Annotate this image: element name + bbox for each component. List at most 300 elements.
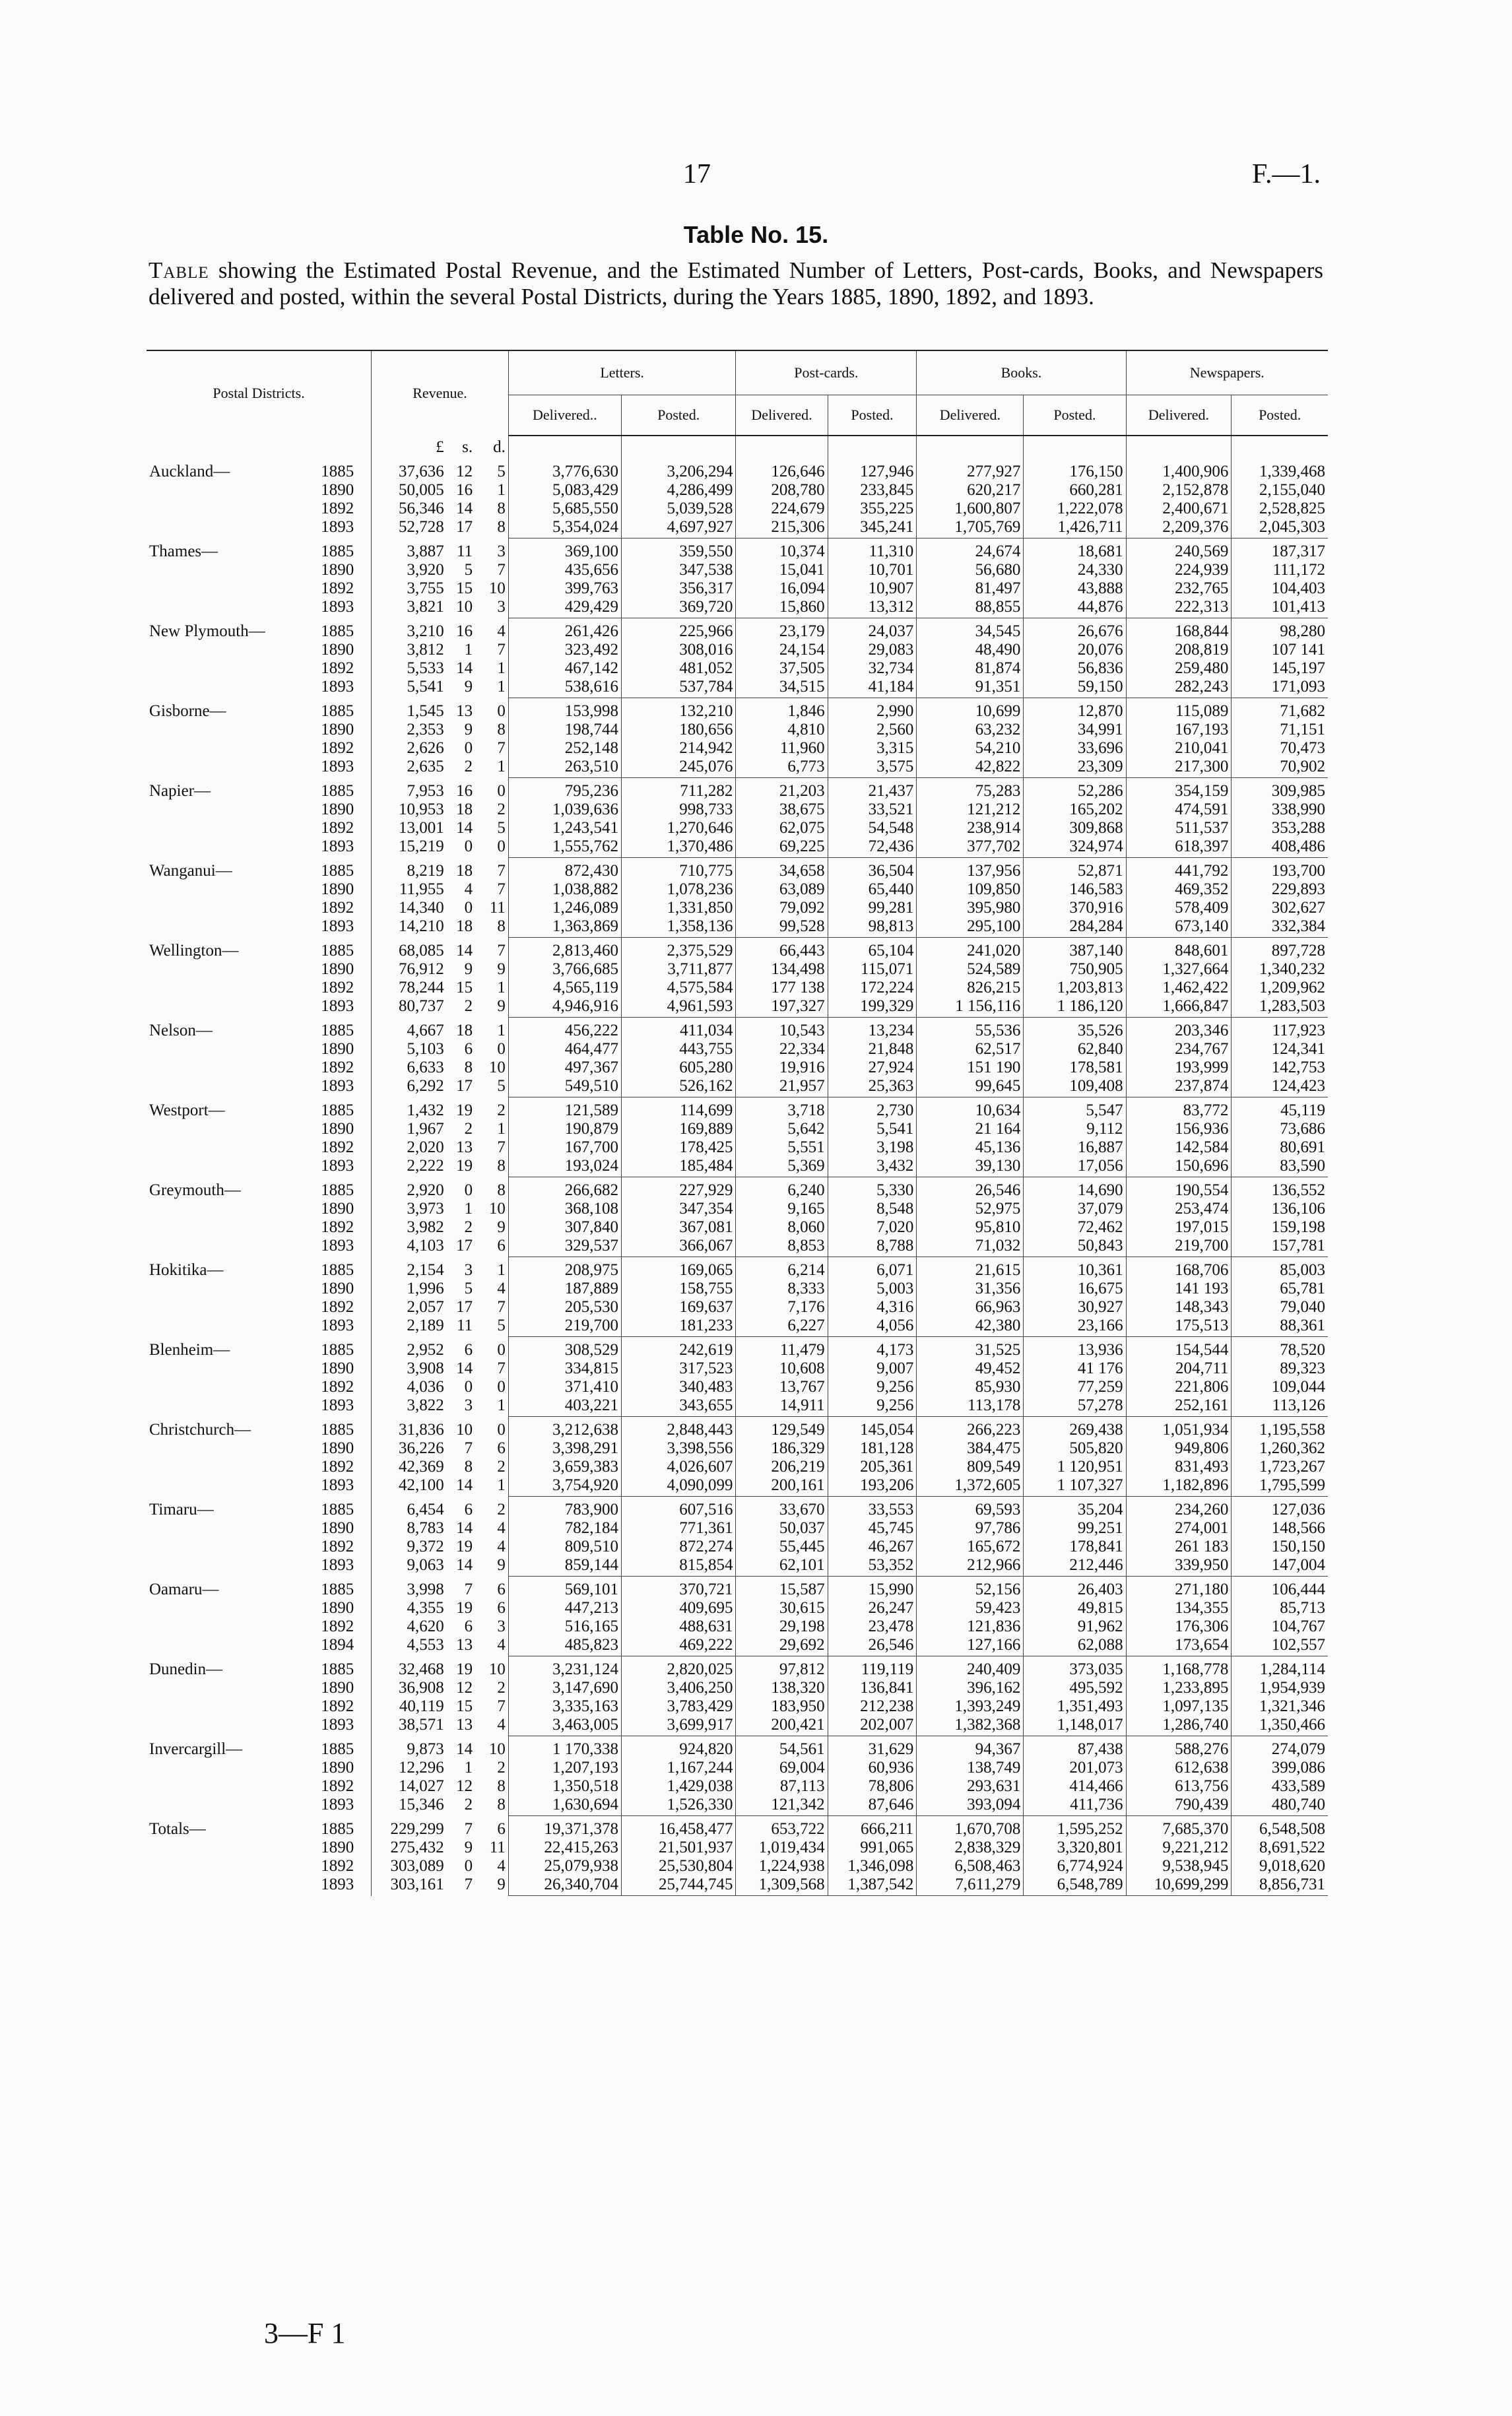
revenue-shillings: 4 (464, 880, 473, 898)
postcards-posted: 98,813 (828, 917, 917, 938)
revenue-shillings: 0 (464, 1857, 473, 1875)
district-name: Greymouth— (149, 1181, 241, 1199)
postcards-posted: 87,646 (828, 1796, 917, 1816)
newspapers-delivered: 208,819 (1126, 641, 1232, 659)
revenue-pounds: 2,020 (372, 1138, 447, 1157)
year: 1890 (321, 1439, 354, 1457)
postcards-posted: 31,629 (828, 1736, 917, 1759)
revenue-pence: 4 (497, 622, 506, 640)
letters-posted: 815,854 (621, 1556, 735, 1577)
table-row (147, 1839, 1328, 1857)
letters-delivered: 153,998 (508, 698, 621, 721)
table-row (147, 1257, 1328, 1280)
year: 1890 (321, 721, 354, 738)
revenue-pence: 5 (497, 1077, 506, 1095)
district-name (147, 960, 318, 979)
books-delivered: 52,975 (917, 1200, 1024, 1218)
revenue-pence: 1 (497, 979, 506, 996)
newspapers-posted: 9,018,620 (1232, 1857, 1328, 1876)
unit-pence: d. (493, 438, 506, 456)
books-delivered: 151 190 (917, 1059, 1024, 1077)
district-name (147, 819, 318, 837)
year: 1893 (321, 1157, 354, 1175)
postcards-posted: 355,225 (828, 500, 917, 518)
newspapers-delivered: 190,554 (1126, 1177, 1232, 1200)
postcards-delivered: 38,675 (736, 800, 828, 819)
letters-delivered: 329,537 (508, 1237, 621, 1257)
revenue-pounds: 7,953 (372, 778, 447, 801)
revenue-pounds: 2,057 (372, 1298, 447, 1317)
newspapers-delivered: 10,699,299 (1126, 1876, 1232, 1896)
year: 1892 (321, 1458, 354, 1476)
newspapers-posted: 150,150 (1232, 1538, 1328, 1556)
letters-posted: 3,398,556 (621, 1439, 735, 1458)
books-delivered: 56,680 (917, 561, 1024, 579)
postcards-posted: 7,020 (828, 1218, 917, 1237)
newspapers-posted: 2,155,040 (1232, 481, 1328, 500)
revenue-shillings: 9 (464, 960, 473, 978)
district-name (147, 979, 318, 997)
books-posted: 44,876 (1024, 598, 1126, 618)
books-posted: 52,286 (1024, 778, 1126, 801)
year: 1893 (321, 1237, 354, 1255)
newspapers-posted: 45,119 (1232, 1097, 1328, 1121)
letters-delivered: 26,340,704 (508, 1876, 621, 1896)
table-row (147, 1439, 1328, 1458)
books-posted: 35,526 (1024, 1018, 1126, 1041)
newspapers-delivered: 2,152,878 (1126, 481, 1232, 500)
district-name (147, 481, 318, 500)
newspapers-posted: 109,044 (1232, 1378, 1328, 1396)
books-delivered: 121,836 (917, 1617, 1024, 1636)
newspapers-posted: 107 141 (1232, 641, 1328, 659)
revenue-pence: 0 (497, 781, 506, 800)
books-posted: 24,330 (1024, 561, 1126, 579)
newspapers-posted: 8,856,731 (1232, 1876, 1328, 1896)
books-delivered: 85,930 (917, 1378, 1024, 1396)
newspapers-posted: 1,195,558 (1232, 1417, 1328, 1440)
books-posted: 12,870 (1024, 698, 1126, 721)
revenue-pounds: 14,340 (372, 899, 447, 917)
books-delivered: 62,517 (917, 1040, 1024, 1059)
postcards-delivered: 4,810 (736, 721, 828, 739)
district-name (147, 1777, 318, 1796)
newspapers-posted: 71,151 (1232, 721, 1328, 739)
books-delivered: 66,963 (917, 1298, 1024, 1317)
letters-posted: 242,619 (621, 1337, 735, 1360)
year: 1892 (321, 1538, 354, 1555)
revenue-shillings: 5 (464, 1280, 473, 1297)
letters-delivered: 485,823 (508, 1636, 621, 1656)
postcards-posted: 36,504 (828, 858, 917, 881)
letters-posted: 369,720 (621, 598, 735, 618)
table-row (147, 739, 1328, 758)
revenue-pence: 8 (497, 1181, 506, 1199)
newspapers-posted: 98,280 (1232, 618, 1328, 641)
revenue-pence: 1 (497, 678, 506, 696)
postcards-delivered: 69,004 (736, 1759, 828, 1777)
postcards-posted: 115,071 (828, 960, 917, 979)
revenue-pounds: 9,372 (372, 1538, 447, 1556)
newspapers-delivered: 253,474 (1126, 1200, 1232, 1218)
year: 1892 (321, 579, 354, 597)
newspapers-posted: 399,086 (1232, 1759, 1328, 1777)
revenue-pence: 1 (497, 1396, 506, 1415)
books-posted: 34,991 (1024, 721, 1126, 739)
letters-posted: 25,744,745 (621, 1876, 735, 1896)
books-delivered: 524,589 (917, 960, 1024, 979)
district-name (147, 1298, 318, 1317)
books-posted: 1,148,017 (1024, 1716, 1126, 1736)
postcards-delivered: 16,094 (736, 579, 828, 598)
newspapers-delivered: 142,584 (1126, 1138, 1232, 1157)
letters-posted: 537,784 (621, 678, 735, 698)
title-lead: Table (148, 257, 209, 283)
year: 1893 (321, 1556, 354, 1575)
revenue-pounds: 10,953 (372, 800, 447, 819)
postcards-posted: 3,198 (828, 1138, 917, 1157)
year: 1885 (321, 941, 354, 960)
newspapers-delivered: 83,772 (1126, 1097, 1232, 1121)
header-newspapers-posted: Posted. (1232, 395, 1328, 436)
postcards-delivered: 62,101 (736, 1556, 828, 1577)
revenue-shillings: 14 (456, 1740, 473, 1758)
newspapers-posted: 145,197 (1232, 659, 1328, 678)
revenue-pence: 2 (497, 1101, 506, 1119)
revenue-pence: 10 (488, 1660, 506, 1678)
year: 1890 (321, 1519, 354, 1537)
letters-posted: 225,966 (621, 618, 735, 641)
books-delivered: 1,372,605 (917, 1476, 1024, 1497)
table-row (147, 1120, 1328, 1138)
revenue-pence: 3 (497, 1617, 506, 1635)
letters-posted: 2,820,025 (621, 1656, 735, 1680)
books-posted: 91,962 (1024, 1617, 1126, 1636)
revenue-pounds: 15,346 (372, 1796, 447, 1816)
revenue-pounds: 3,973 (372, 1200, 447, 1218)
revenue-shillings: 7 (464, 1439, 473, 1457)
postcards-posted: 4,316 (828, 1298, 917, 1317)
books-posted: 411,736 (1024, 1796, 1126, 1816)
newspapers-delivered: 1,182,896 (1126, 1476, 1232, 1497)
district-name (147, 739, 318, 758)
revenue-shillings: 8 (464, 1059, 473, 1076)
books-delivered: 45,136 (917, 1138, 1024, 1157)
newspapers-delivered: 115,089 (1126, 698, 1232, 721)
newspapers-delivered: 173,654 (1126, 1636, 1232, 1656)
year: 1892 (321, 1298, 354, 1316)
revenue-shillings: 12 (456, 1679, 473, 1697)
newspapers-delivered: 167,193 (1126, 721, 1232, 739)
newspapers-delivered: 240,569 (1126, 539, 1232, 562)
table-row (147, 1200, 1328, 1218)
letters-delivered: 782,184 (508, 1519, 621, 1538)
postcards-delivered: 138,320 (736, 1679, 828, 1697)
header-books-delivered: Delivered. (917, 395, 1024, 436)
revenue-pence: 6 (497, 1439, 506, 1457)
district-name: Oamaru— (149, 1580, 219, 1598)
books-delivered: 63,232 (917, 721, 1024, 739)
revenue-pence: 8 (497, 1157, 506, 1175)
newspapers-delivered: 217,300 (1126, 758, 1232, 778)
books-posted: 1 107,327 (1024, 1476, 1126, 1497)
revenue-pence: 6 (497, 1237, 506, 1255)
postcards-delivered: 24,154 (736, 641, 828, 659)
revenue-pounds: 5,103 (372, 1040, 447, 1059)
postcards-delivered: 3,718 (736, 1097, 828, 1121)
letters-posted: 4,286,499 (621, 481, 735, 500)
table-row (147, 1759, 1328, 1777)
books-posted: 16,675 (1024, 1280, 1126, 1298)
newspapers-posted: 159,198 (1232, 1218, 1328, 1237)
newspapers-delivered: 176,306 (1126, 1617, 1232, 1636)
letters-posted: 169,065 (621, 1257, 735, 1280)
table-row (147, 1538, 1328, 1556)
letters-delivered: 3,766,685 (508, 960, 621, 979)
district-name (147, 1519, 318, 1538)
revenue-pence: 2 (497, 1500, 506, 1518)
letters-posted: 1,370,486 (621, 837, 735, 858)
year: 1885 (321, 1101, 354, 1119)
district-name (147, 1237, 318, 1257)
district-name: Wellington— (149, 941, 239, 960)
newspapers-posted: 70,473 (1232, 739, 1328, 758)
books-posted: 23,309 (1024, 758, 1126, 778)
books-posted: 176,150 (1024, 459, 1126, 481)
table-row (147, 459, 1328, 481)
revenue-pounds: 50,005 (372, 481, 447, 500)
district-name (147, 598, 318, 618)
table-row (147, 1396, 1328, 1417)
revenue-pence: 8 (497, 500, 506, 517)
books-delivered: 620,217 (917, 481, 1024, 500)
letters-posted: 347,538 (621, 561, 735, 579)
books-posted: 269,438 (1024, 1417, 1126, 1440)
postcards-delivered: 11,479 (736, 1337, 828, 1360)
table-row (147, 1656, 1328, 1680)
postcards-posted: 27,924 (828, 1059, 917, 1077)
year: 1885 (321, 781, 354, 800)
newspapers-delivered: 175,513 (1126, 1317, 1232, 1337)
postcards-posted: 25,363 (828, 1077, 917, 1097)
books-delivered: 277,927 (917, 459, 1024, 481)
postcards-posted: 26,247 (828, 1599, 917, 1617)
revenue-pounds: 3,920 (372, 561, 447, 579)
books-delivered: 113,178 (917, 1396, 1024, 1417)
newspapers-posted: 302,627 (1232, 899, 1328, 917)
books-delivered: 395,980 (917, 899, 1024, 917)
newspapers-posted: 8,691,522 (1232, 1839, 1328, 1857)
postcards-delivered: 54,561 (736, 1736, 828, 1759)
letters-delivered: 3,463,005 (508, 1716, 621, 1736)
letters-delivered: 307,840 (508, 1218, 621, 1237)
books-posted: 6,774,924 (1024, 1857, 1126, 1876)
postcards-delivered: 129,549 (736, 1417, 828, 1440)
district-name (147, 1040, 318, 1059)
revenue-pence: 0 (497, 837, 506, 856)
revenue-shillings: 6 (464, 1500, 473, 1518)
newspapers-posted: 111,172 (1232, 561, 1328, 579)
books-posted: 56,836 (1024, 659, 1126, 678)
books-posted: 18,681 (1024, 539, 1126, 562)
postcards-posted: 1,387,542 (828, 1876, 917, 1896)
header-postcards-posted: Posted. (828, 395, 917, 436)
revenue-pounds: 4,620 (372, 1617, 447, 1636)
revenue-shillings: 14 (456, 1556, 473, 1575)
letters-delivered: 872,430 (508, 858, 621, 881)
books-delivered: 55,536 (917, 1018, 1024, 1041)
letters-posted: 367,081 (621, 1218, 735, 1237)
revenue-shillings: 15 (456, 1697, 473, 1715)
revenue-pence: 7 (497, 561, 506, 579)
district-name (147, 758, 318, 778)
letters-posted: 180,656 (621, 721, 735, 739)
table-row (147, 1059, 1328, 1077)
postcards-delivered: 14,911 (736, 1396, 828, 1417)
postcards-posted: 33,521 (828, 800, 917, 819)
revenue-pence: 0 (497, 1378, 506, 1396)
newspapers-posted: 353,288 (1232, 819, 1328, 837)
postcards-delivered: 15,041 (736, 561, 828, 579)
year: 1890 (321, 1040, 354, 1058)
revenue-pence: 7 (497, 1697, 506, 1715)
letters-posted: 2,375,529 (621, 938, 735, 961)
revenue-pence: 9 (497, 1556, 506, 1575)
postcards-posted: 2,990 (828, 698, 917, 721)
revenue-pence: 10 (488, 1200, 506, 1218)
revenue-pence: 1 (497, 1260, 506, 1279)
postcards-delivered: 29,692 (736, 1636, 828, 1656)
letters-posted: 443,755 (621, 1040, 735, 1059)
table-row (147, 1617, 1328, 1636)
newspapers-posted: 142,753 (1232, 1059, 1328, 1077)
letters-delivered: 2,813,460 (508, 938, 621, 961)
newspapers-posted: 480,740 (1232, 1796, 1328, 1816)
letters-posted: 872,274 (621, 1538, 735, 1556)
revenue-pounds: 3,887 (372, 539, 447, 562)
year: 1892 (321, 739, 354, 757)
revenue-pence: 2 (497, 1679, 506, 1697)
revenue-shillings: 11 (457, 1317, 473, 1335)
letters-posted: 366,067 (621, 1237, 735, 1257)
letters-delivered: 5,685,550 (508, 500, 621, 518)
letters-posted: 1,358,136 (621, 917, 735, 938)
newspapers-delivered: 282,243 (1126, 678, 1232, 698)
books-posted: 1,222,078 (1024, 500, 1126, 518)
books-delivered: 377,702 (917, 837, 1024, 858)
letters-delivered: 1,246,089 (508, 899, 621, 917)
books-posted: 23,166 (1024, 1317, 1126, 1337)
books-delivered: 138,749 (917, 1759, 1024, 1777)
year: 1885 (321, 1340, 354, 1359)
postcards-delivered: 62,075 (736, 819, 828, 837)
letters-delivered: 369,100 (508, 539, 621, 562)
revenue-pounds: 2,353 (372, 721, 447, 739)
year: 1890 (321, 641, 354, 659)
letters-delivered: 252,148 (508, 739, 621, 758)
year: 1893 (321, 837, 354, 856)
revenue-shillings: 8 (464, 1458, 473, 1476)
postcards-posted: 65,440 (828, 880, 917, 899)
revenue-pounds: 14,027 (372, 1777, 447, 1796)
revenue-shillings: 14 (456, 1359, 473, 1377)
revenue-shillings: 14 (456, 1519, 473, 1537)
newspapers-posted: 102,557 (1232, 1636, 1328, 1656)
newspapers-posted: 65,781 (1232, 1280, 1328, 1298)
revenue-pounds: 3,998 (372, 1577, 447, 1600)
year: 1885 (321, 1260, 354, 1279)
newspapers-delivered: 469,352 (1126, 880, 1232, 899)
letters-posted: 16,458,477 (621, 1816, 735, 1839)
books-posted: 505,820 (1024, 1439, 1126, 1458)
district-name (147, 1636, 318, 1656)
revenue-pence: 9 (497, 997, 506, 1016)
table-row (147, 579, 1328, 598)
books-posted: 660,281 (1024, 481, 1126, 500)
letters-delivered: 3,659,383 (508, 1458, 621, 1476)
year: 1893 (321, 758, 354, 776)
revenue-shillings: 6 (464, 1340, 473, 1359)
table-row (147, 1476, 1328, 1497)
newspapers-delivered: 578,409 (1126, 899, 1232, 917)
newspapers-delivered: 1,286,740 (1126, 1716, 1232, 1736)
year: 1892 (321, 1218, 354, 1236)
newspapers-posted: 136,106 (1232, 1200, 1328, 1218)
letters-posted: 4,090,099 (621, 1476, 735, 1497)
newspapers-posted: 157,781 (1232, 1237, 1328, 1257)
district-name (147, 641, 318, 659)
books-delivered: 121,212 (917, 800, 1024, 819)
letters-posted: 340,483 (621, 1378, 735, 1396)
revenue-pounds: 3,822 (372, 1396, 447, 1417)
revenue-shillings: 12 (456, 463, 473, 480)
revenue-pence: 11 (489, 1839, 506, 1856)
books-posted: 109,408 (1024, 1077, 1126, 1097)
district-name: Christchurch— (149, 1420, 251, 1439)
postcards-delivered: 8,853 (736, 1237, 828, 1257)
revenue-pounds: 42,100 (372, 1476, 447, 1497)
revenue-pounds: 3,982 (372, 1218, 447, 1237)
letters-posted: 343,655 (621, 1396, 735, 1417)
revenue-pounds: 40,119 (372, 1697, 447, 1716)
table-row (147, 899, 1328, 917)
district-name: Westport— (149, 1101, 225, 1119)
postcards-posted: 1,346,098 (828, 1857, 917, 1876)
books-posted: 50,843 (1024, 1237, 1126, 1257)
year: 1893 (321, 598, 354, 616)
newspapers-posted: 274,079 (1232, 1736, 1328, 1759)
newspapers-posted: 171,093 (1232, 678, 1328, 698)
books-posted: 9,112 (1024, 1120, 1126, 1138)
postcards-posted: 136,841 (828, 1679, 917, 1697)
letters-posted: 3,406,250 (621, 1679, 735, 1697)
revenue-pounds: 229,299 (372, 1816, 447, 1839)
revenue-pence: 7 (497, 1138, 506, 1156)
books-delivered: 826,215 (917, 979, 1024, 997)
newspapers-posted: 433,589 (1232, 1777, 1328, 1796)
year: 1893 (321, 1876, 354, 1894)
revenue-shillings: 2 (464, 1218, 473, 1236)
table-row (147, 1556, 1328, 1577)
district-name (147, 1280, 318, 1298)
table-row (147, 598, 1328, 618)
books-posted: 146,583 (1024, 880, 1126, 899)
books-posted: 165,202 (1024, 800, 1126, 819)
books-posted: 1,351,493 (1024, 1697, 1126, 1716)
letters-delivered: 464,477 (508, 1040, 621, 1059)
revenue-pounds: 36,226 (372, 1439, 447, 1458)
revenue-pence: 6 (497, 1580, 506, 1598)
